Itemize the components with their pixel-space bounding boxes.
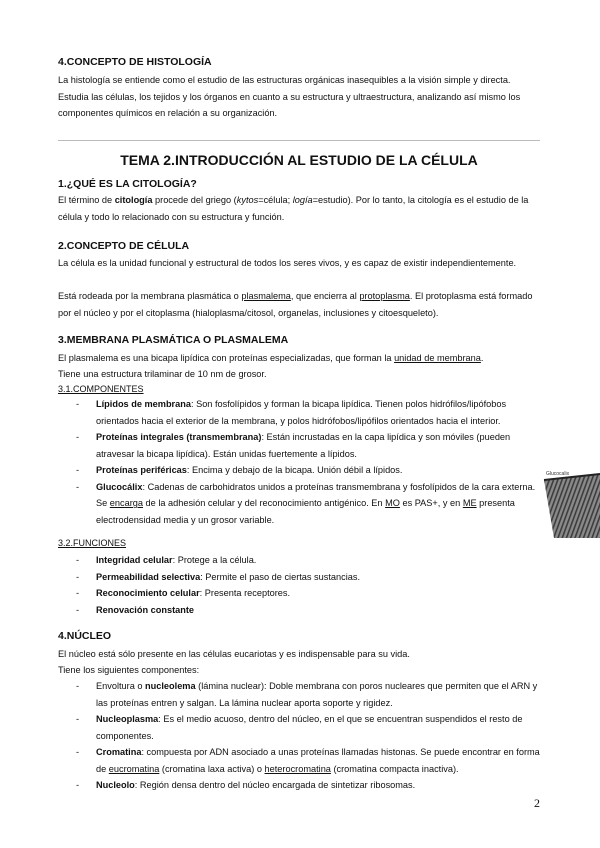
components-subheading: 3.1.COMPONENTES [58,384,144,394]
section-3-paragraph-1: El plasmalema es una bicapa lipídica con proteínas especializadas, que forman la unidad de membrana. [58,353,484,363]
nucleo-envoltura: - Envoltura o nucleolema (lámina nuclear): Doble membrana con poros nucleares que permiten que el ARN y las proteínas entren y salgan. La lámina nuclear aporta soporte y rigidez. [76,678,542,711]
section-1-heading: 1.¿QUÉ ES LA CITOLOGÍA? [58,178,197,190]
micrograph-image [540,468,600,538]
section-3-heading: 3.MEMBRANA PLASMÁTICA O PLASMALEMA [58,334,289,346]
horizontal-rule [58,140,540,141]
section-4-nucleo-heading: 4.NÚCLEO [58,630,112,642]
glucocalix-micrograph [540,468,600,538]
component-proteinas-perifericas: - Proteínas periféricas: Encima y debajo de la bicapa. Unión débil a lípidos. [76,462,542,479]
components-list [76,396,542,528]
functions-subheading: 3.2.FUNCIONES [58,538,127,548]
function-permeabilidad: - Permeabilidad selectiva: Permite el paso de ciertas sustancias. [76,569,542,586]
function-integridad: - Integridad celular: Protege a la célula. [76,552,542,569]
component-lipidos: - Lípidos de membrana: Son fosfolípidos y forman la bicapa lipídica. Tienen polos hidrófilos/lipófobos orientados hacia el exterior de la membrana, y polos hidrófobos/lipófilos orientados hacia el interior. [76,396,542,429]
section-4-histologia-heading: 4.CONCEPTO DE HISTOLOGÍA [58,56,212,68]
functions-list [76,552,542,618]
function-reconocimiento: - Reconocimiento celular: Presenta receptores. [76,585,542,602]
page-number: 2 [534,796,540,810]
nucleo-cromatina: - Cromatina: compuesta por ADN asociado a unas proteínas llamadas histonas. Se puede encontrar en forma de eucromatina (cromatina laxa activa) o heterocromatina (cromatina compacta inactiva). [76,744,542,777]
section-4-histologia-text: La histología se entiende como el estudio de las estructuras orgánicas inasequibles a la visión simple y directa. Estudia las células, los tejidos y los órganos en cuanto a su estructura y ultraestructura, analizando así mismo los componentes químicos en relación a su organización. [58,75,521,118]
micrograph-label: Glucocalix [546,471,570,477]
nucleo-nucleoplasma: - Nucleoplasma: Es el medio acuoso, dentro del núcleo, en el que se encuentran suspendidos el resto de componentes. [76,711,542,744]
nucleo-components-list [76,678,542,794]
tema-title: TEMA 2.INTRODUCCIÓN AL ESTUDIO DE LA CÉLULA [120,152,478,168]
nucleo-paragraph-1: El núcleo está sólo presente en las células eucariotas y es indispensable para su vida. [58,649,410,659]
component-glucocalix: - Glucocálix: Cadenas de carbohidratos unidos a proteínas transmembrana y fosfolípidos de la cara externa. Se encarga de la adhesión celular y del reconocimiento antigénico. En MO es PAS+, y en ME presenta electrodensidad media y un grosor variable. [76,479,542,529]
nucleo-paragraph-2: Tiene los siguientes componentes: [58,665,200,675]
section-2-heading: 2.CONCEPTO DE CÉLULA [58,240,190,252]
section-3-paragraph-2: Tiene una estructura trilaminar de 10 nm de grosor. [58,369,267,379]
section-1-text: El término de citología procede del griego (kytos=célula; logía=estudio). Por lo tanto, la citología es el estudio de la célula y todo lo relacionado con su estructura y función. [58,195,529,222]
section-2-paragraph-1: La célula es la unidad funcional y estructural de todos los seres vivos, y es capaz de existir independientemente. [58,258,517,268]
component-proteinas-integrales: - Proteínas integrales (transmembrana): Están incrustadas en la capa lipídica y son móviles (pueden atravesar la bicapa lipídica). Están unidas fuertemente a lípidos. [76,429,542,462]
nucleo-nucleolo: - Nucleolo: Región densa dentro del núcleo encargada de sintetizar ribosomas. [76,777,542,794]
function-renovacion: - Renovación constante [76,602,542,619]
section-2-paragraph-2: Está rodeada por la membrana plasmática o plasmalema, que encierra al protoplasma. El protoplasma está formado por el núcleo y por el citoplasma (hialoplasma/citosol, organelas, inclusiones y citoesqueleto). [58,291,533,318]
